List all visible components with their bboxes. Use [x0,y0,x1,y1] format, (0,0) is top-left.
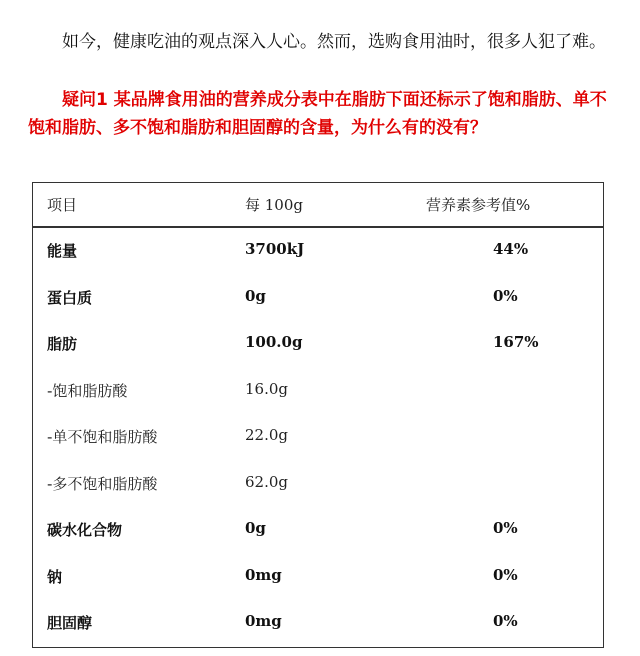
nutrient-name: 蛋白质 [47,288,93,307]
amount-per-100g: 22.0g [245,426,289,444]
amount-per-100g: 62.0g [245,472,289,491]
table-row [33,507,603,553]
table-row [33,461,603,507]
nutrient-name: 脂肪 [47,335,78,353]
nrv-percent: 0% [493,286,518,305]
header-per-100g: 每 100g [245,196,304,214]
table-row [33,600,603,646]
table-row [33,321,603,367]
nrv-percent: 0% [493,565,518,584]
amount-per-100g: 100.0g [245,333,303,351]
nutrition-facts-table [32,182,604,648]
amount-per-100g: 0g [245,519,266,537]
intro-paragraph: 如今，健康吃油的观点深入人心。然而，选购食用油时，很多人犯了难。 [62,32,606,52]
nutrient-name: -饱和脂肪酸 [47,381,128,400]
nutrient-name: 碳水化合物 [47,521,123,539]
header-nrv-percent: 营养素参考值% [426,196,531,214]
header-item: 项目 [47,196,78,214]
nrv-percent: 0% [493,612,518,630]
nutrient-name: 能量 [47,242,78,260]
nutrient-name: 胆固醇 [47,614,93,632]
nrv-percent: 167% [493,333,539,351]
table-row [33,228,603,274]
nutrient-name: 钠 [47,567,63,586]
table-row [33,414,603,460]
amount-per-100g: 0mg [245,565,282,584]
table-row [33,368,603,414]
table-row [33,554,603,600]
table-row [33,275,603,321]
amount-per-100g: 3700kJ [245,240,305,258]
table-header [33,183,603,228]
amount-per-100g: 0mg [245,612,282,630]
amount-per-100g: 16.0g [245,379,289,398]
nutrient-name: -单不饱和脂肪酸 [47,428,158,446]
nrv-percent: 0% [493,519,518,537]
question-paragraph: 疑问1 某品牌食用油的营养成分表中在脂肪下面还标示了饱和脂肪、单不饱和脂肪、多不饱和脂肪和胆固醇的含量，为什么有的没有？ [28,90,607,138]
nutrient-name: -多不饱和脂肪酸 [47,474,158,493]
amount-per-100g: 0g [245,286,266,305]
nrv-percent: 44% [493,240,529,258]
